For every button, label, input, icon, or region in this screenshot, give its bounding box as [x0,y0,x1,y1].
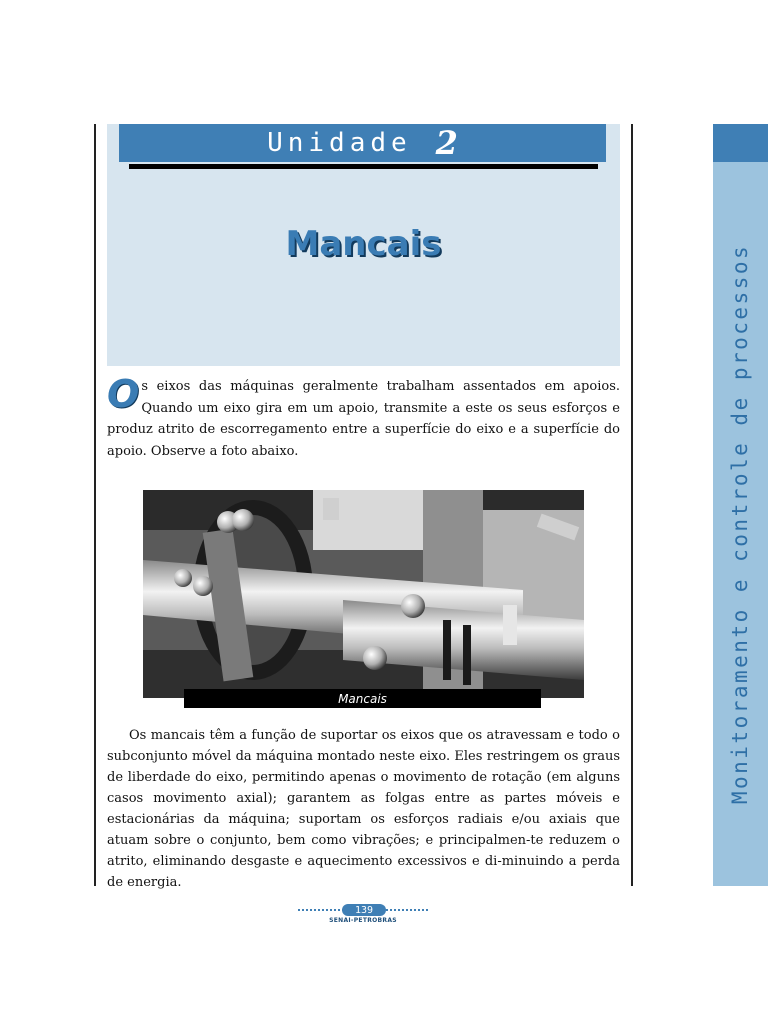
unit-number: 2 [435,124,458,162]
left-margin-rule [94,124,96,886]
bearing-illustration [143,490,584,698]
page-number-badge [342,904,386,916]
side-title-container [713,162,768,886]
page-footer [298,904,428,930]
side-title: Monitoramento e controle de processos [728,243,753,805]
intro-paragraph [107,372,620,462]
drop-cap: O [107,372,140,416]
page-number: 139 [354,904,374,916]
side-band-cap [713,124,768,162]
unit-label: Unidade [267,128,412,158]
right-margin-rule [631,124,633,886]
intro-text: s eixos das máquinas geralmente trabalham assentados em apoios. Quando um eixo gira em um apoio, transmite a este os seus esforços e produz atrito de escorregamento entre a superfície do eixo e a superfície do apoio. Observe a foto abaixo. [107,379,620,459]
bearing-photo [143,490,584,698]
unit-banner [119,124,606,162]
footer-brand: SENAI-PETROBRAS [329,917,397,924]
chapter-header [107,124,620,366]
body-paragraph: Os mancais têm a função de suportar os eixos que os atravessam e todo o subconjunto móvel da máquina montado neste eixo. Eles restringem os graus de liberdade do eixo, permitindo apenas o movimento de rotação (em alguns casos movimento axial); garantem as folgas entre as partes móveis e estacionárias da máquina; suportam os esforços radiais e/ou axiais que atuam sobre o conjunto, bem como vibrações; e principalmen-te reduzem o atrito, eliminando desgaste e aquecimento excessivos e di-minuindo a perda de energia. [107,728,620,890]
chapter-title: Mancais [285,224,442,264]
figure-caption-text: Mancais [338,691,387,706]
unit-underline [129,164,598,169]
side-band [713,124,768,886]
figure-caption [184,689,541,708]
